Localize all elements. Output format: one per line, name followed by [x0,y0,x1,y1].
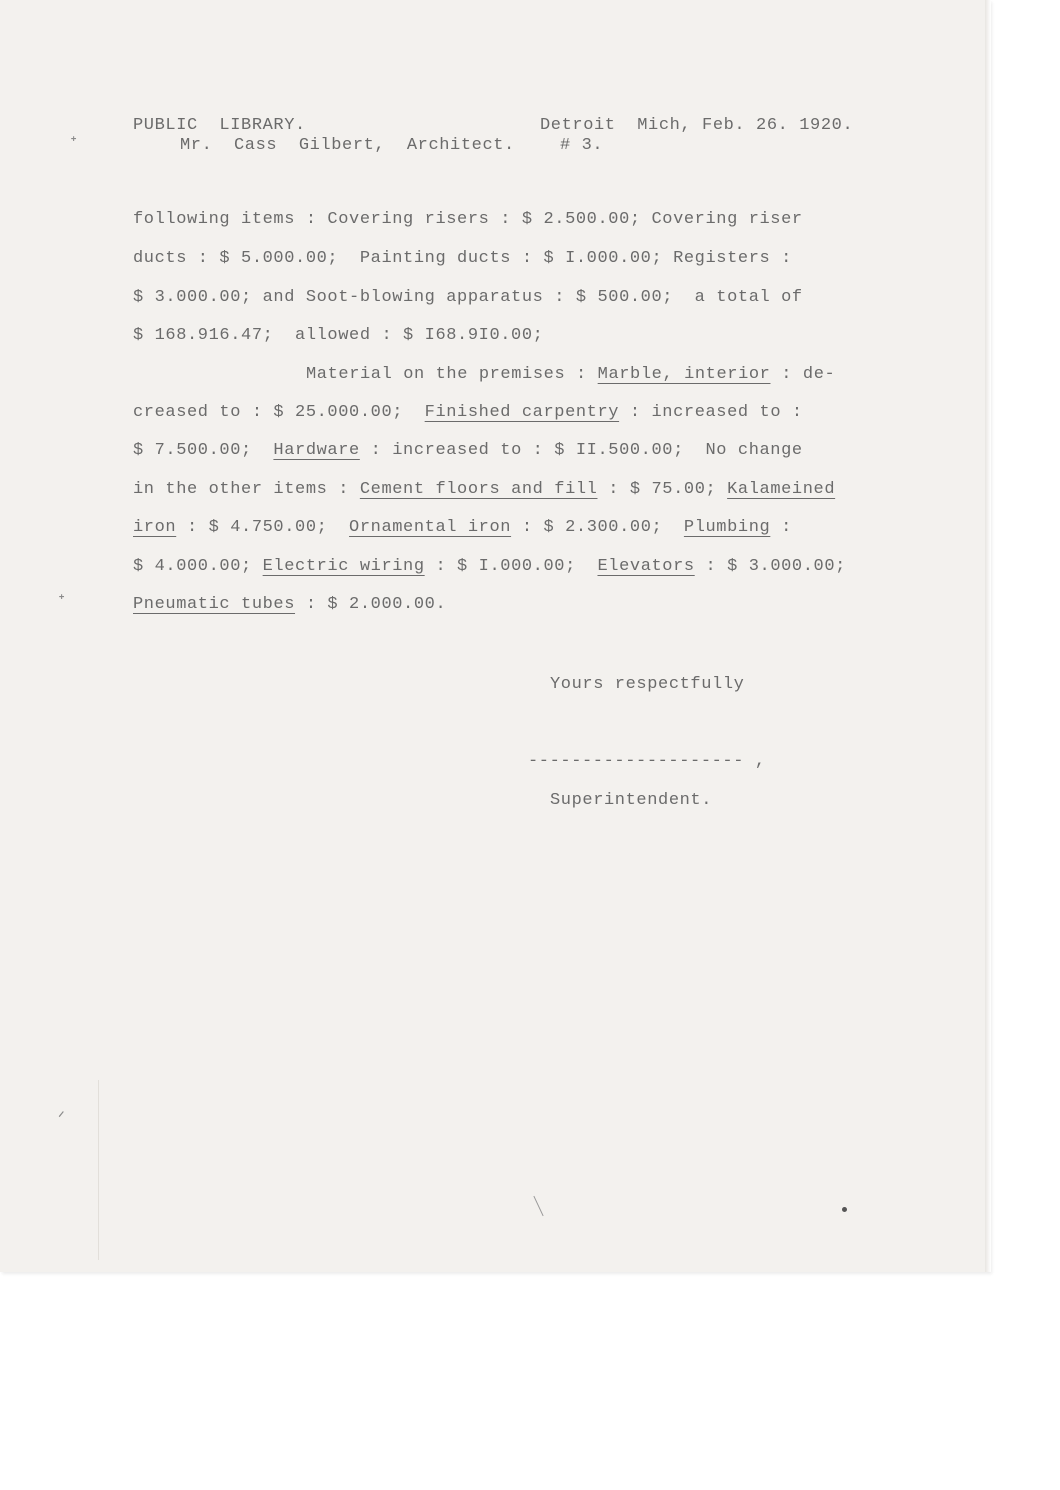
body-text: in the other items : [133,480,360,499]
body-line [133,210,803,229]
underlined-item: Cement floors and fill [359,480,598,499]
closing-salutation: Yours respectfully [550,675,745,694]
header-left: PUBLIC LIBRARY. [133,116,306,135]
body-line [133,326,543,345]
underlined-item: Electric wiring [262,557,425,576]
signature-line: -------------------- , [528,752,766,771]
bleed-through-stamp [20,1222,31,1255]
body-text: : $ 4.750.00; [176,518,350,537]
margin-tick-mark: ᐩ [70,132,78,153]
body-line [133,595,446,614]
body-text: $ 4.000.00; [133,557,263,576]
body-text: ducts : $ 5.000.00; Painting ducts : $ I.000.00; Registers : [133,249,792,268]
underlined-item: Ornamental iron [349,518,512,537]
body-text: $ 168.916.47; allowed : $ I68.9I0.00; [133,326,544,345]
margin-tick-mark: ᐩ [58,590,66,611]
body-text: : $ 3.000.00; [694,557,846,576]
signer-title: Superintendent. [550,791,713,810]
header-addressee: Mr. Cass Gilbert, Architect. [180,136,515,155]
underlined-item: Elevators [597,557,695,576]
body-text: : $ 2.300.00; [511,518,684,537]
body-line [133,288,803,307]
underlined-item: iron [133,518,177,537]
body-text: : increased to : [619,403,803,422]
body-text: $ 7.500.00; [133,441,274,460]
body-text: $ 3.000.00; and Soot-blowing apparatus : $ 500.00; a total of [133,288,803,307]
margin-tick-mark: ᐟ [58,1108,65,1127]
body-text: Material on the premises : [306,365,598,384]
underlined-item: Pneumatic tubes [133,595,296,614]
body-line [133,249,792,268]
underlined-item: Marble, interior [597,365,771,384]
underlined-item: Hardware [273,441,360,460]
paper-crease [98,1080,99,1260]
underlined-item: Finished carpentry [424,403,620,422]
header-place-date: Detroit Mich, Feb. 26. 1920. [540,116,854,135]
body-text: : increased to : $ II.500.00; No change [359,441,803,460]
ink-dot [842,1207,847,1212]
underlined-item: Kalameined [727,480,836,499]
body-text: : $ 75.00; [597,480,728,499]
body-text: creased to : $ 25.000.00; [133,403,425,422]
page-number: # 3. [560,136,604,155]
underlined-item: Plumbing [683,518,771,537]
body-text: : de- [770,365,836,384]
body-text: following items : Covering risers : $ 2.500.00; Covering riser [133,210,803,229]
body-line [133,480,835,499]
body-text: : $ 2.000.00. [295,595,447,614]
paper-edge [985,0,991,1272]
body-line [306,365,835,384]
body-text: : $ I.000.00; [424,557,598,576]
body-line [133,557,846,576]
body-line [133,518,792,537]
body-text: : [770,518,792,537]
body-line [133,441,803,460]
body-line [133,403,803,422]
